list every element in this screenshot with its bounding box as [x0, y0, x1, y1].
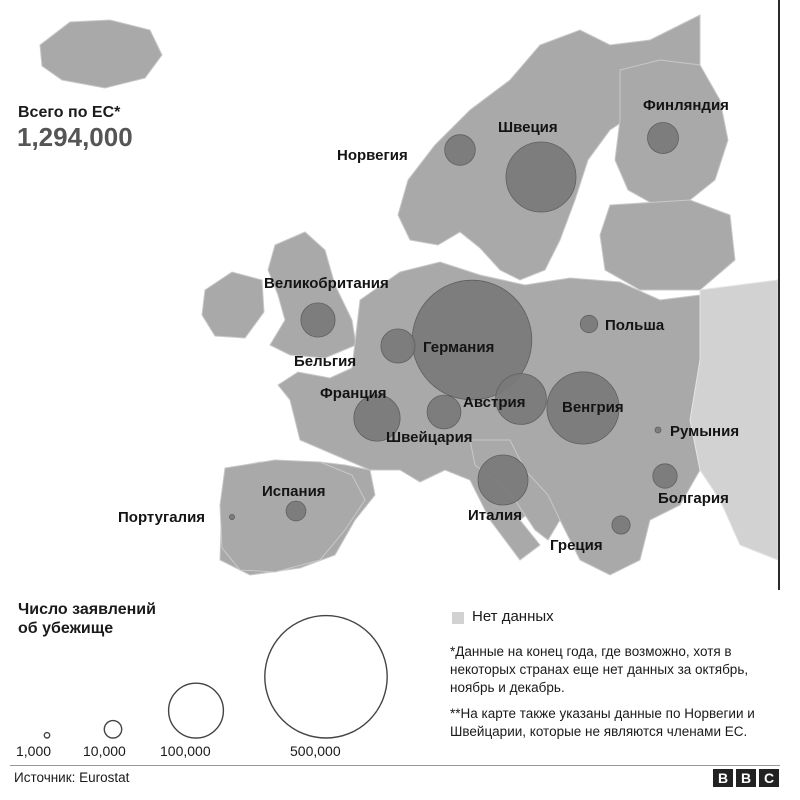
- footer-divider: [10, 765, 780, 766]
- country-label: Швейцария: [386, 429, 473, 446]
- country-label: Болгария: [658, 490, 729, 507]
- legend-size-circles: [0, 590, 450, 750]
- bubble-болгария: [653, 464, 677, 488]
- country-label: Греция: [550, 537, 603, 554]
- legend-circle-100000: [169, 683, 224, 738]
- bubble-греция: [612, 516, 630, 534]
- legend-circle-1000: [44, 733, 49, 738]
- legend-circle-500000: [265, 616, 387, 738]
- country-label: Швеция: [498, 119, 558, 136]
- no-data-label: Нет данных: [472, 608, 554, 625]
- eu-total-value: 1,294,000: [17, 122, 133, 152]
- country-label: Португалия: [118, 509, 206, 526]
- bubble-бельгия: [381, 329, 415, 363]
- country-label: Италия: [468, 507, 522, 524]
- legend-title-line2: об убежище: [18, 620, 114, 637]
- map-frame-edge: [778, 0, 780, 590]
- legend-size-label-100000: 100,000: [160, 743, 211, 759]
- bbc-logo-letter-1: B: [713, 769, 733, 787]
- eu-total-label: Всего по ЕС*: [18, 104, 121, 121]
- bbc-logo-letter-3: C: [759, 769, 779, 787]
- bubble-швейцария: [427, 395, 461, 429]
- legend-size-label-500000: 500,000: [290, 743, 341, 759]
- country-label: Румыния: [670, 423, 740, 440]
- bubble-италия: [478, 455, 528, 505]
- country-label: Испания: [262, 483, 326, 500]
- country-label: Польша: [605, 317, 665, 334]
- bbc-logo: [713, 769, 779, 787]
- land-baltics: [600, 200, 735, 290]
- bubble-великобритания: [301, 303, 335, 337]
- bubble-португалия: [229, 514, 234, 519]
- legend-circle-10000: [104, 721, 121, 738]
- country-label: Германия: [423, 339, 495, 356]
- country-label: Финляндия: [643, 97, 729, 114]
- bubble-испания: [286, 501, 306, 521]
- bubble-румыния: [655, 427, 661, 433]
- footnote-1: *Данные на конец года, где возможно, хотя в некоторых странах еще нет данных за октябрь, ноябрь и декабрь.: [450, 644, 749, 695]
- country-label: Австрия: [463, 394, 526, 411]
- legend-size-label-10000: 10,000: [83, 743, 126, 759]
- country-label: Великобритания: [264, 275, 389, 292]
- country-label: Венгрия: [562, 399, 624, 416]
- country-label: Норвегия: [337, 147, 408, 164]
- no-data-swatch: [452, 612, 464, 624]
- bbc-logo-letter-2: B: [736, 769, 756, 787]
- bubble-польша: [580, 315, 597, 332]
- legend-title-line1: Число заявлений: [18, 601, 156, 618]
- bubble-норвегия: [445, 135, 476, 166]
- bubble-швеция: [506, 142, 576, 212]
- source-credit: Источник: Eurostat: [14, 770, 130, 785]
- country-label: Бельгия: [294, 353, 357, 370]
- footnote-2: **На карте также указаны данные по Норвегии и Швейцарии, которые не являются членами ЕС.: [450, 706, 755, 739]
- country-label: Франция: [320, 385, 387, 402]
- bubble-финляндия: [648, 123, 679, 154]
- legend-size-label-1000: 1,000: [16, 743, 52, 759]
